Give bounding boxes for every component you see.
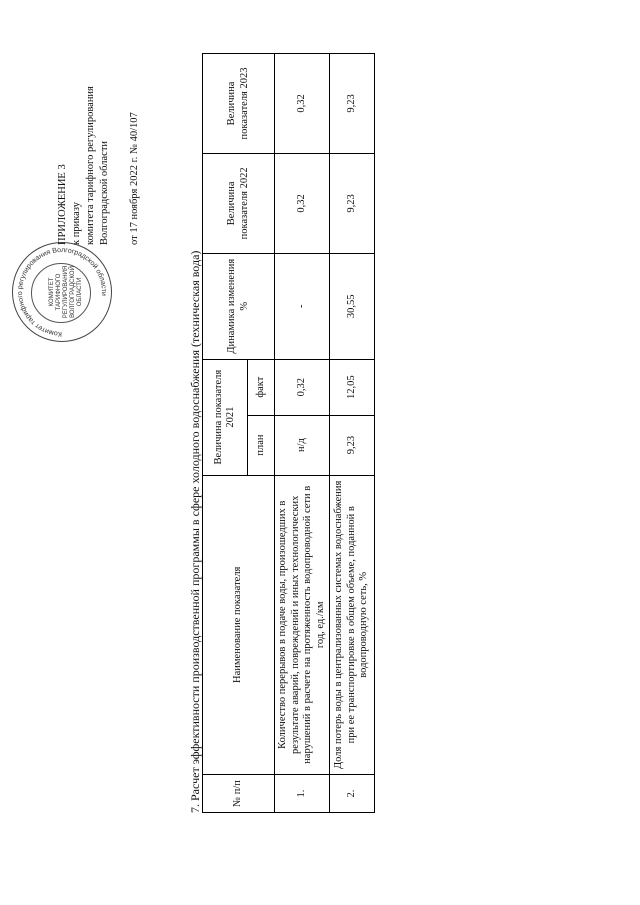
- cell-num: 1.: [275, 775, 330, 813]
- cell-value-2023: 9,23: [330, 54, 375, 154]
- cell-name: Доля потерь воды в централизованных системах водоснабжения при ее транспортировке в общем объеме, поданной в водопроводную сеть, %: [330, 475, 375, 775]
- appendix-header: [56, 5, 142, 245]
- appendix-title: ПРИЛОЖЕНИЕ 3: [57, 164, 68, 245]
- header-plan: план: [248, 415, 275, 475]
- cell-dynamics: 30,55: [330, 253, 375, 359]
- cell-plan: 9,23: [330, 415, 375, 475]
- table-row: [275, 54, 330, 813]
- appendix-date: от 17 ноября 2022 г. № 40/107: [129, 112, 140, 245]
- cell-dynamics: -: [275, 253, 330, 359]
- cell-name: Количество перерывов в подаче воды, произошедших в результате аварий, повреждений и иных технологических нарушений в расчете на протяженность водопроводной сети в год, ед./км: [275, 475, 330, 775]
- seal-center-text: КОМИТЕТ ТАРИФНОГО РЕГУЛИРОВАНИЯ ВОЛГОГРАДСКОЙ ОБЛАСТИ: [49, 265, 83, 319]
- cell-value-2023: 0,32: [275, 54, 330, 154]
- header-fact: факт: [248, 359, 275, 415]
- header-dynamics: Динамика изменения %: [203, 253, 275, 359]
- cell-fact: 12,05: [330, 359, 375, 415]
- header-value-2021: Величина показателя 2021: [203, 359, 248, 475]
- cell-value-2022: 0,32: [275, 153, 330, 253]
- appendix-ref: к приказу: [71, 202, 82, 245]
- cell-plan: н/д: [275, 415, 330, 475]
- appendix-region: Волгоградской области: [99, 140, 110, 245]
- table-row: [330, 54, 375, 813]
- efficiency-table: [202, 53, 375, 813]
- header-num: № п/п: [203, 775, 275, 813]
- header-value-2023: Величина показателя 2023: [203, 54, 275, 154]
- cell-fact: 0,32: [275, 359, 330, 415]
- official-seal: [12, 242, 112, 342]
- svg-text:Комитет тарифного регулировани: Комитет тарифного регулирования Волгоградской области: [16, 246, 108, 338]
- cell-value-2022: 9,23: [330, 153, 375, 253]
- appendix-committee: комитета тарифного регулирования: [85, 86, 96, 245]
- header-name: Наименование показателя: [203, 475, 275, 775]
- cell-num: 2.: [330, 775, 375, 813]
- section-title: 7. Расчет эффективности производственной программы в сфере холодного водоснабжения (техническая вода): [188, 250, 202, 813]
- header-value-2022: Величина показателя 2022: [203, 153, 275, 253]
